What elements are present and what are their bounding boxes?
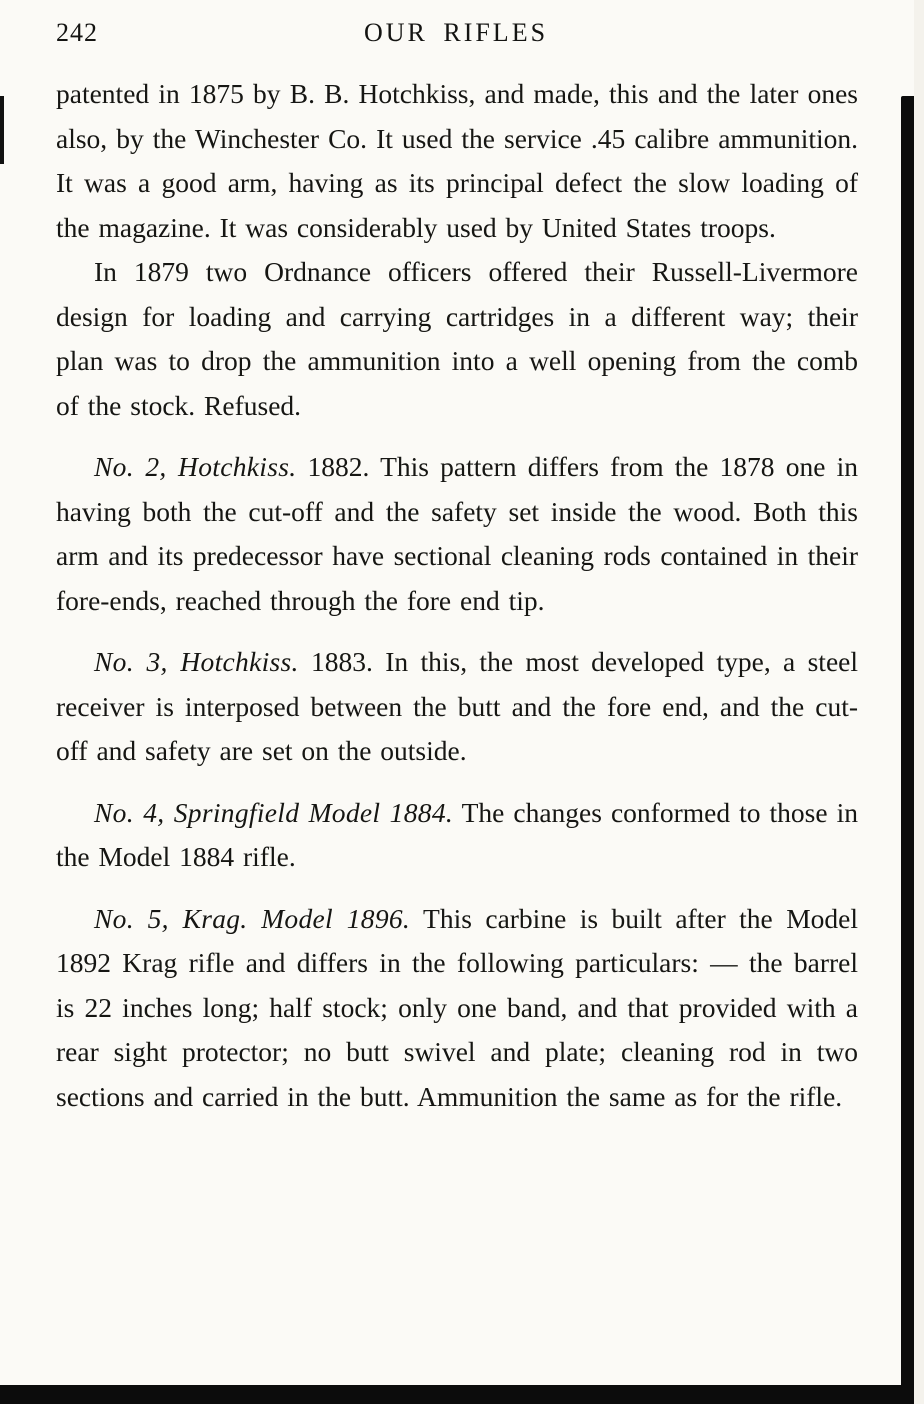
paragraph-text: 1882. This pattern differs from the 1878 one in having both the cut-off and the safety set inside the wood. Both this arm and its predecessor have sectional cleaning rods contained in their fore-ends, reached through the fore end tip. bbox=[56, 451, 858, 616]
scan-mark-left bbox=[0, 96, 4, 164]
text-block bbox=[56, 72, 858, 1119]
paragraph-lead-italic: No. 5, Krag. Model 1896. bbox=[94, 902, 411, 934]
running-head bbox=[56, 18, 856, 52]
paragraph bbox=[56, 72, 858, 250]
paragraph bbox=[56, 791, 858, 880]
paragraph-text: patented in 1875 by B. B. Hotchkiss, and made, this and the later ones also, by the Winchester Co. It used the service .45 calibre ammunition. It was a good arm, having as its principal defect the slow loading of the magazine. It was considerably used by United States troops. bbox=[56, 78, 858, 243]
scan-edge-bottom bbox=[0, 1385, 914, 1404]
scan-edge-right bbox=[901, 96, 914, 1404]
paragraph-text: In 1879 two Ordnance officers offered their Russell-Livermore design for loading and carrying cartridges in a different way; their plan was to drop the ammunition into a well opening from the comb of the stock. Refused. bbox=[56, 256, 858, 421]
paragraph-text: 1883. In this, the most developed type, a steel receiver is interposed between the butt and the fore end, and the cut-off and safety are set on the outside. bbox=[56, 646, 858, 766]
paragraph-lead-italic: No. 4, Springfield Model 1884. bbox=[94, 796, 454, 828]
paragraph-lead-italic: No. 2, Hotchkiss. bbox=[94, 451, 297, 482]
paragraph bbox=[56, 250, 858, 428]
paragraph bbox=[56, 897, 858, 1120]
page-number: 242 bbox=[56, 18, 98, 47]
paragraph-text: The changes conformed to those in the Model 1884 rifle. bbox=[56, 796, 858, 872]
paragraph-lead-italic: No. 3, Hotchkiss. bbox=[94, 646, 299, 677]
scan-strip-far-right bbox=[914, 0, 924, 1404]
paragraph bbox=[56, 640, 858, 774]
paragraph bbox=[56, 445, 858, 623]
paragraph-text: This carbine is built after the Model 1892 Krag rifle and differs in the following particulars: — the barrel is 22 inches long; half stock; only one band, and that provided with a rear sight protector; no butt swivel and plate; cleaning rod in two sections and carried in the butt. Ammunition the same as for the rifle. bbox=[56, 902, 858, 1112]
running-title: OUR RIFLES bbox=[363, 18, 549, 47]
